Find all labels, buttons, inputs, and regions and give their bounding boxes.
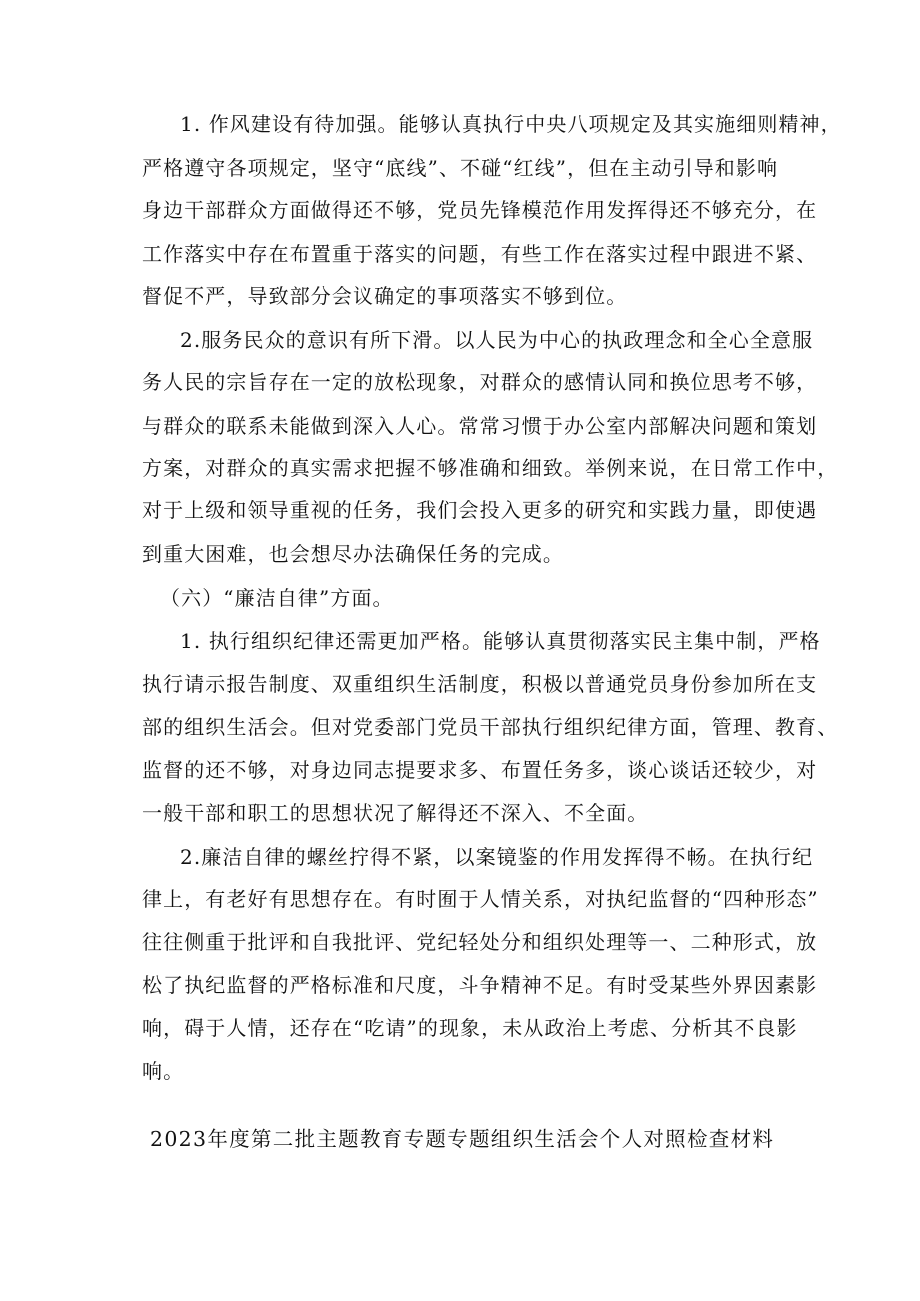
paragraph-2-line-6: 到重大困难，也会想尽办法确保任务的完成。 bbox=[142, 542, 564, 566]
section-heading: （六）“廉洁自律”方面。 bbox=[160, 586, 394, 610]
paragraph-3-line-5: 一般干部和职工的思想状况了解得还不深入、不全面。 bbox=[142, 801, 649, 825]
paragraph-4-line-4: 松了执纪监督的严格标准和尺度，斗争精神不足。有时受某些外界因素影 bbox=[142, 973, 818, 997]
paragraph-1-line-1: 1. 作风建设有待加强。能够认真执行中央八项规定及其实施细则精神， bbox=[180, 112, 842, 136]
paragraph-2-line-1: 2.服务民众的意识有所下滑。以人民为中心的执政理念和全心全意服 bbox=[180, 328, 814, 352]
paragraph-4-line-3: 往往侧重于批评和自我批评、党纪轻处分和组织处理等一、二种形式，放 bbox=[142, 930, 818, 954]
paragraph-4-line-1: 2.廉洁自律的螺丝拧得不紧，以案镜鉴的作用发挥得不畅。在执行纪 bbox=[180, 845, 814, 869]
paragraph-3-line-1: 1. 执行组织纪律还需更加严格。能够认真贯彻落实民主集中制，严格 bbox=[180, 629, 821, 653]
paragraph-3-line-4: 监督的还不够，对身边同志提要求多、布置任务多，谈心谈话还较少，对 bbox=[142, 758, 818, 782]
paragraph-3-line-2: 执行请示报告制度、双重组织生活制度，积极以普通党员身份参加所在支 bbox=[142, 672, 818, 696]
paragraph-2-line-3: 与群众的联系未能做到深入人心。常常习惯于办公室内部解决问题和策划 bbox=[142, 414, 818, 438]
paragraph-2-line-2: 务人民的宗旨存在一定的放松现象，对群众的感情认同和换位思考不够， bbox=[142, 370, 818, 394]
paragraph-4-line-6: 响。 bbox=[142, 1059, 185, 1083]
paragraph-2-line-5: 对于上级和领导重视的任务，我们会投入更多的研究和实践力量，即使遇 bbox=[142, 498, 818, 522]
paragraph-1-line-3: 身边干部群众方面做得还不够，党员先锋模范作用发挥得还不够充分，在 bbox=[142, 198, 818, 222]
paragraph-3-line-3: 部的组织生活会。但对党委部门党员干部执行组织纪律方面，管理、教育、 bbox=[142, 715, 839, 739]
document-title: 2023年度第二批主题教育专题专题组织生活会个人对照检查材料 bbox=[150, 1127, 775, 1151]
paragraph-4-line-5: 响，碍于人情，还存在“吃请”的现象，未从政治上考虑、分析其不良影 bbox=[142, 1016, 798, 1040]
paragraph-1-line-4: 工作落实中存在布置重于落实的问题，有些工作在落实过程中跟进不紧、 bbox=[142, 242, 818, 266]
paragraph-1-line-5: 督促不严，导致部分会议确定的事项落实不够到位。 bbox=[142, 284, 628, 308]
paragraph-2-line-4: 方案，对群众的真实需求把握不够准确和细致。举例来说，在日常工作中， bbox=[142, 456, 839, 480]
paragraph-4-line-2: 律上，有老好有思想存在。有时囿于人情关系，对执纪监督的“四种形态” bbox=[142, 887, 819, 911]
paragraph-1-line-2: 严格遵守各项规定，坚守“底线”、不碰“红线”，但在主动引导和影响 bbox=[142, 156, 779, 180]
